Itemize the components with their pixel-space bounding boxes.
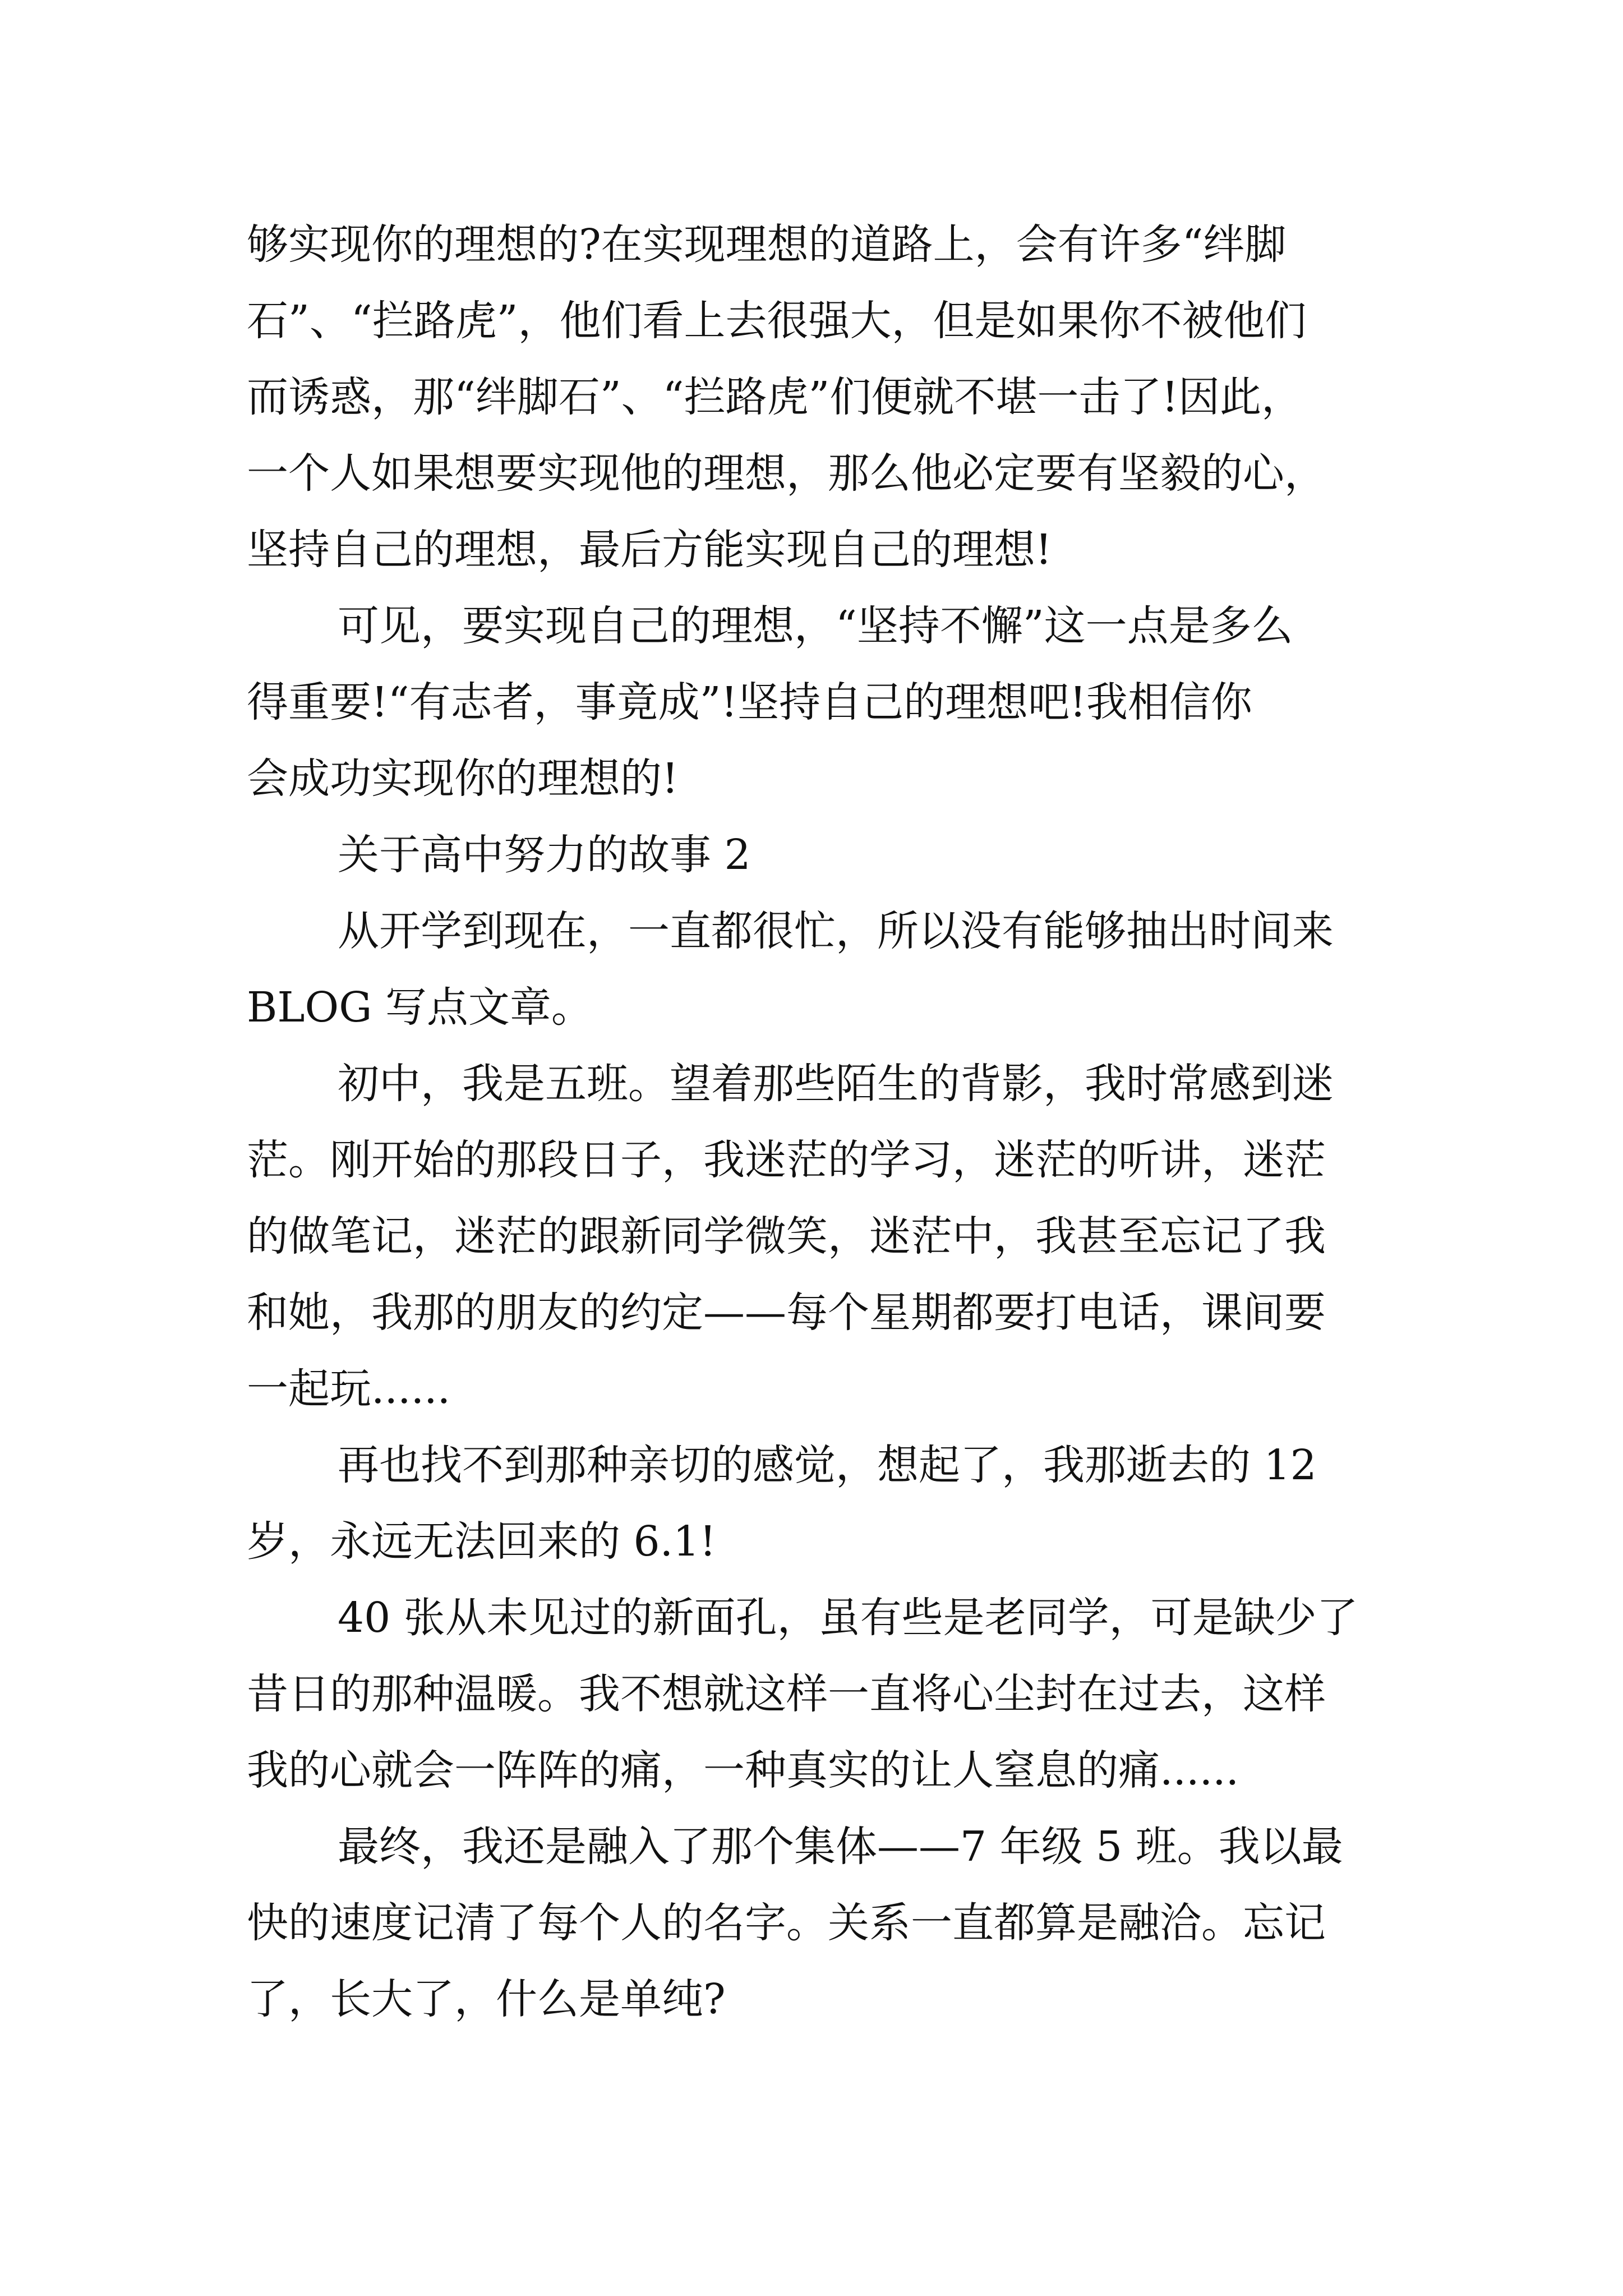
document-body [247, 206, 1391, 2037]
heading-line: 关于高中努力的故事 2 [338, 831, 751, 879]
text-line: 的做笔记，迷茫的跟新同学微笑，迷茫中，我甚至忘记了我 [247, 1212, 1326, 1260]
text-line: 一起玩...... [247, 1365, 451, 1413]
text-line: BLOG 写点文章。 [247, 983, 593, 1032]
paragraph-2 [247, 588, 1391, 817]
section-heading [247, 817, 1391, 893]
text-line: 再也找不到那种亲切的感觉，想起了，我那逝去的 12 [338, 1441, 1317, 1489]
text-line: 40 张从未见过的新面孔，虽有些是老同学，可是缺少了 [338, 1594, 1358, 1642]
paragraph-1 [247, 206, 1391, 588]
text-line: 坚持自己的理想，最后方能实现自己的理想! [247, 526, 1052, 574]
text-line: 和她，我那的朋友的约定——每个星期都要打电话，课间要 [247, 1289, 1326, 1337]
text-line: 最终，我还是融入了那个集体——7 年级 5 班。我以最 [338, 1823, 1343, 1871]
text-line: 我的心就会一阵阵的痛，一种真实的让人窒息的痛...... [247, 1746, 1239, 1795]
text-line: 够实现你的理想的?在实现理想的道路上，会有许多“绊脚 [247, 220, 1287, 269]
text-line: 茫。刚开始的那段日子，我迷茫的学习，迷茫的听讲，迷茫 [247, 1136, 1326, 1184]
text-line: 初中，我是五班。望着那些陌生的背影，我时常感到迷 [338, 1060, 1334, 1108]
text-line: 会成功实现你的理想的! [247, 754, 679, 803]
text-line: 一个人如果想要实现他的理想，那么他必定要有坚毅的心， [247, 449, 1326, 498]
text-line: 石”、“拦路虎”，他们看上去很强大，但是如果你不被他们 [247, 297, 1307, 345]
paragraph-6 [247, 1580, 1391, 1809]
paragraph-3 [247, 893, 1391, 1046]
text-line: 快的速度记清了每个人的名字。关系一直都算是融洽。忘记 [247, 1899, 1326, 1947]
text-line: 了，长大了，什么是单纯? [247, 1975, 726, 2023]
text-line: 昔日的那种温暖。我不想就这样一直将心尘封在过去，这样 [247, 1670, 1326, 1718]
paragraph-4 [247, 1046, 1391, 1427]
text-line: 而诱惑，那“绊脚石”、“拦路虎”们便就不堪一击了!因此， [247, 373, 1303, 421]
text-line: 从开学到现在，一直都很忙，所以没有能够抽出时间来 [338, 907, 1334, 955]
text-line: 可见，要实现自己的理想，“坚持不懈”这一点是多么 [338, 602, 1293, 650]
text-line: 岁，永远无法回来的 6.1! [247, 1517, 716, 1566]
paragraph-5 [247, 1427, 1391, 1580]
paragraph-7 [247, 1809, 1391, 2037]
text-line: 得重要!“有志者，事竟成”!坚持自己的理想吧!我相信你 [247, 678, 1252, 726]
